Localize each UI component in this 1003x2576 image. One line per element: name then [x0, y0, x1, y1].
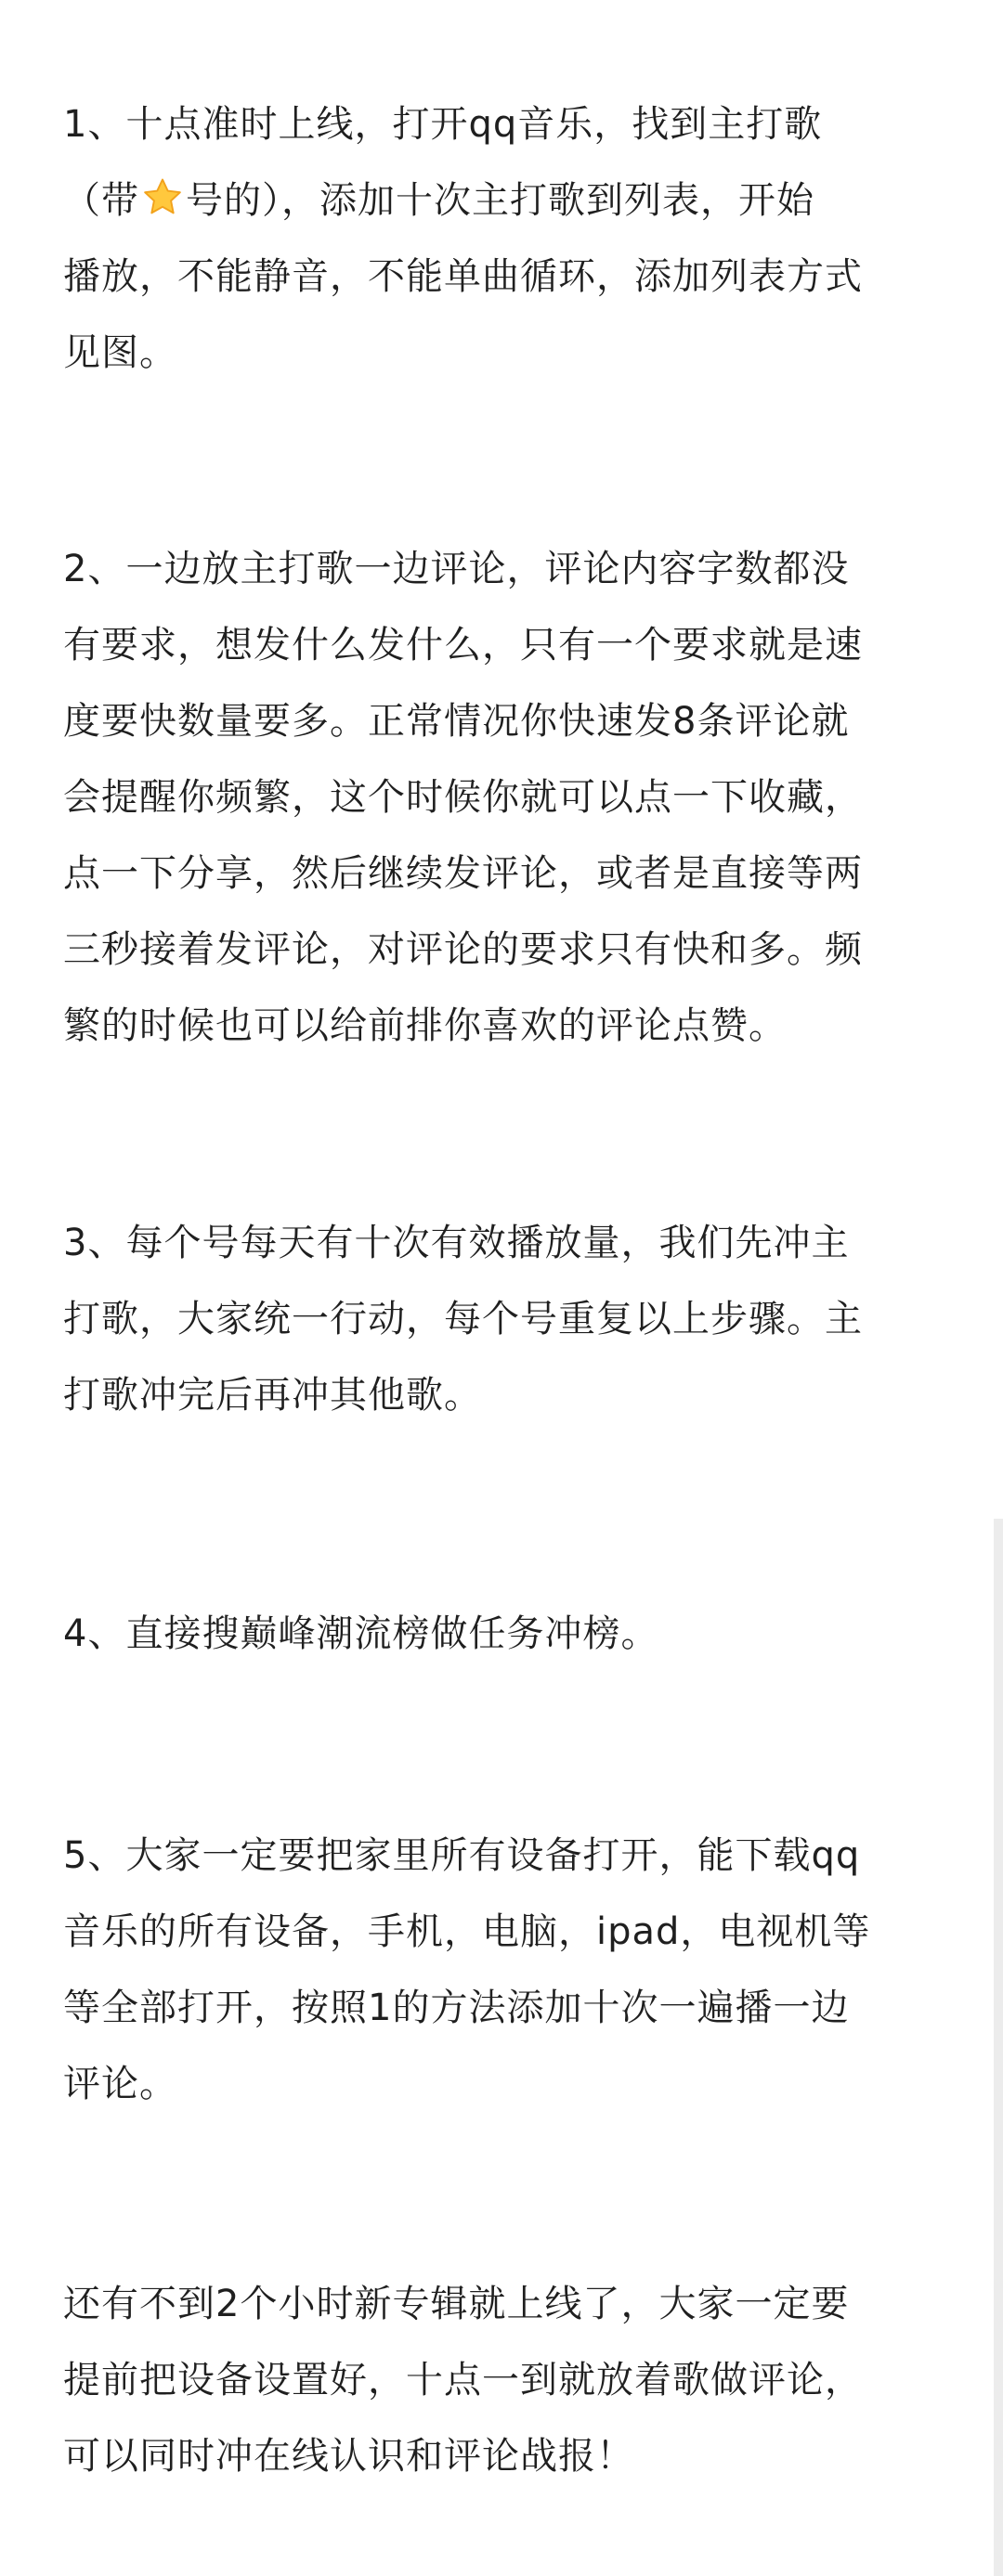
paragraph-line: 提前把设备设置好，十点一到就放着歌做评论，: [63, 2359, 863, 2401]
paragraph-2: [63, 531, 955, 1064]
paragraph-line: 打歌冲完后再冲其他歌。: [63, 1374, 482, 1417]
paragraph-line: 繁的时候也可以给前排你喜欢的评论点赞。: [63, 1004, 787, 1047]
paragraph-line: 还有不到2个小时新专辑就上线了，大家一定要: [63, 2283, 850, 2325]
paragraph-line: 评论。: [63, 2063, 177, 2105]
paragraph-line: 可以同时冲在线认识和评论战报！: [63, 2435, 634, 2478]
paragraph-line: 会提醒你频繁，这个时候你就可以点一下收藏，: [63, 776, 863, 819]
paragraph-line: 播放，不能静音，不能单曲循环，添加列表方式: [63, 255, 863, 298]
paragraph-6: [63, 2266, 955, 2494]
paragraph-5: [63, 1818, 955, 2122]
line-segment: （带: [63, 179, 139, 222]
paragraph-4: [63, 1596, 955, 1672]
paragraph-line: 度要快数量要多。正常情况你快速发8条评论就: [63, 700, 850, 743]
paragraph-line: 有要求，想发什么发什么，只有一个要求就是速: [63, 624, 863, 667]
paragraph-3: [63, 1205, 955, 1433]
paragraph-line: 打歌，大家统一行动，每个号重复以上步骤。主: [63, 1298, 863, 1340]
paragraph-line: 3、每个号每天有十次有效播放量，我们先冲主: [63, 1222, 850, 1264]
scrollbar[interactable]: [994, 1519, 1003, 2576]
line-segment: 号的），添加十次主打歌到列表，开始: [186, 179, 814, 222]
paragraph-1: [63, 86, 955, 391]
paragraph-line: 点一下分享，然后继续发评论，或者是直接等两: [63, 852, 863, 895]
paragraph-line: 音乐的所有设备，手机，电脑，ipad，电视机等: [63, 1910, 871, 1953]
paragraph-line: 5、大家一定要把家里所有设备打开，能下载qq: [63, 1834, 861, 1877]
paragraph-line: 2、一边放主打歌一边评论，评论内容字数都没: [63, 548, 850, 590]
paragraph-line: 4、直接搜巅峰潮流榜做任务冲榜。: [63, 1612, 659, 1655]
star-icon: [141, 176, 184, 219]
paragraph-line: 见图。: [63, 331, 177, 374]
paragraph-line: 等全部打开，按照1的方法添加十次一遍播一边: [63, 1987, 850, 2029]
paragraph-line: 三秒接着发评论，对评论的要求只有快和多。频: [63, 928, 863, 971]
paragraph-line: 1、十点准时上线，打开qq音乐，找到主打歌: [63, 103, 823, 146]
paragraph-line-with-star: [63, 162, 955, 239]
